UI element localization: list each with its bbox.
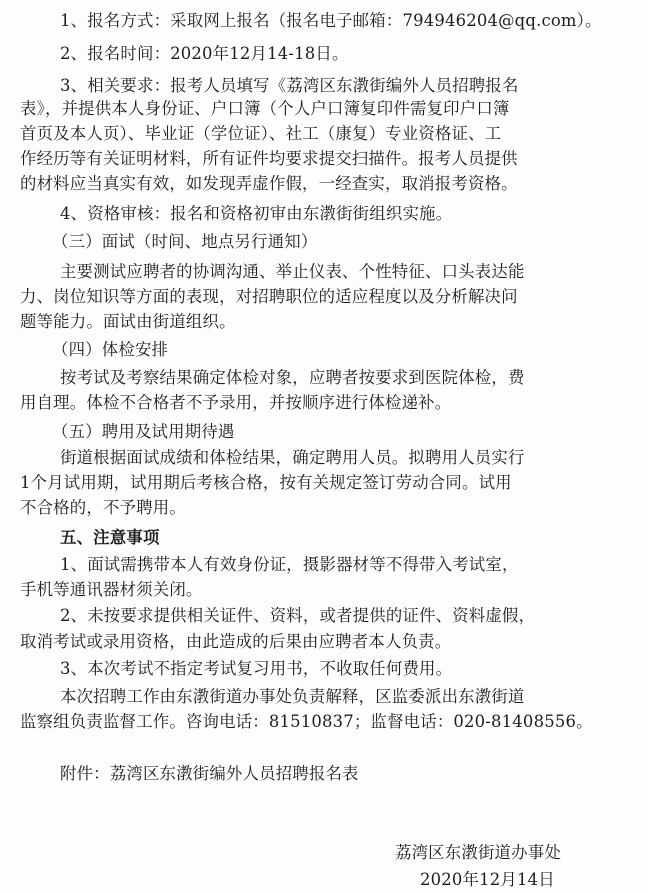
text-line: 手机等通讯器材须关闭。 — [20, 580, 203, 599]
text-line: 不合格的，不予聘用。 — [20, 498, 186, 517]
issue-date: 2020年12月14日 — [420, 870, 555, 889]
issuer-signature: 荔湾区东漖街道办事处 — [395, 843, 561, 862]
text-line: 3、相关要求：报考人员填写《荔湾区东漖街编外人员招聘报名 — [60, 76, 519, 95]
text-line: 的材料应当真实有效，如发现弄虚作假，一经查实，取消报考资格。 — [20, 174, 518, 193]
text-line: 1个月试用期，试用期后考核合格，按有关规定签订劳动合同。试用 — [20, 473, 512, 492]
text-line: 4、资格审核：报名和资格初审由东漖街街组织实施。 — [60, 204, 453, 223]
text-line: 用自理。体检不合格者不予录用，并按顺序进行体检递补。 — [20, 393, 452, 412]
text-line: 1、报名方式：采取网上报名（报名电子邮箱：794946204@qq.com）。 — [60, 11, 602, 30]
text-line: 取消考试或录用资格，由此造成的后果由应聘者本人负责。 — [20, 632, 452, 651]
text-line: 按考试及考察结果确定体检对象，应聘者按要求到医院体检，费 — [60, 368, 525, 387]
section-heading: （三）面试（时间、地点另行通知） — [52, 232, 318, 251]
text-line: 主要测试应聘者的协调沟通、举止仪表、个性特征、口头表达能 — [60, 262, 525, 281]
text-line: 表》，并提供本人身份证、户口簿（个人户口簿复印件需复印户口簿 — [20, 99, 510, 118]
text-line: 街道根据面试成绩和体检结果，确定聘用人员。拟聘用人员实行 — [60, 448, 525, 467]
section-heading: （五）聘用及试用期待遇 — [52, 422, 235, 441]
text-line: 2、未按要求提供相关证件、资料，或者提供的证件、资料虚假， — [60, 606, 536, 625]
section-heading: （四）体检安排 — [52, 340, 169, 359]
text-line: 力、岗位知识等方面的表现，对招聘职位的适应程度以及分析解决问 — [20, 287, 518, 306]
text-line: 1、面试需携带本人有效身份证，摄影器材等不得带入考试室， — [60, 555, 519, 574]
attachment-line: 附件：荔湾区东漖街编外人员招聘报名表 — [60, 764, 359, 783]
text-line: 首页及本人页）、毕业证（学位证）、社工（康复）专业资格证、工 — [20, 124, 502, 143]
text-line: 3、本次考试不指定考试复习用书，不收取任何费用。 — [60, 659, 453, 678]
text-line: 题等能力。面试由街道组织。 — [20, 312, 236, 331]
section-heading-notes: 五、注意事项 — [60, 528, 160, 547]
text-line: 作经历等有关证明材料，所有证件均要求提交扫描件。报考人员提供 — [20, 149, 518, 168]
text-line: 2、报名时间：2020年12月14-18日。 — [60, 44, 349, 63]
text-line: 本次招聘工作由东漖街道办事处负责解释，区监委派出东漖街道 — [60, 687, 525, 706]
text-line: 监察组负责监督工作。咨询电话：81510837；监督电话：020-81408556。 — [20, 712, 593, 731]
